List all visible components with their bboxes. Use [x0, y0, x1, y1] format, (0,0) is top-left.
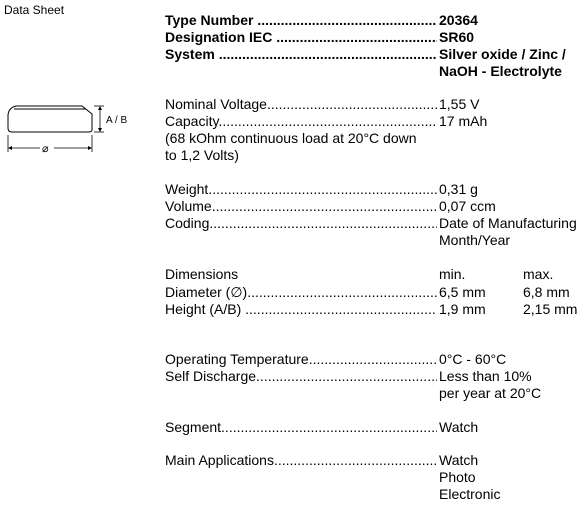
coding-value-line2: Month/Year: [439, 232, 511, 248]
application-item: Photo: [439, 469, 476, 485]
designation-row: [165, 29, 585, 46]
diameter-max: 6,8 mm: [523, 284, 570, 300]
volume-value: 0,07 ccm: [439, 198, 496, 214]
application-item: Watch: [439, 452, 479, 468]
volume-row: [165, 198, 585, 215]
diameter-symbol: ⌀: [42, 143, 49, 155]
diameter-label: Diameter (∅) .....: [165, 284, 437, 301]
system-label: System .....: [165, 46, 437, 63]
coding-label: Coding .....: [165, 215, 437, 232]
segment-label: Segment .....: [165, 419, 437, 436]
designation-value: SR60: [439, 29, 475, 45]
applications-label: Main Applications .....: [165, 452, 437, 469]
type-number-label: Type Number .....: [165, 12, 437, 29]
self-discharge-value-line2: per year at 20°C: [439, 385, 542, 401]
dimensions-min-header: min.: [439, 266, 466, 282]
designation-label: Designation IEC .....: [165, 29, 437, 46]
system-row: [165, 46, 585, 63]
system-value-line2: NaOH - Electrolyte: [439, 63, 562, 79]
type-number-row: [165, 12, 585, 29]
weight-row: [165, 181, 585, 198]
weight-value: 0,31 g: [439, 181, 478, 197]
type-number-value: 20364: [439, 12, 478, 28]
dimensions-max-header: max.: [523, 266, 554, 282]
diameter-row: [165, 284, 585, 301]
segment-value: Watch: [439, 419, 479, 435]
height-min: 1,9 mm: [439, 301, 486, 317]
height-max: 2,15 mm: [523, 301, 578, 317]
volume-label: Volume .....: [165, 198, 437, 215]
capacity-row: [165, 113, 585, 130]
temperature-value: 0°C - 60°C: [439, 351, 507, 367]
temperature-row: [165, 351, 585, 368]
self-discharge-label: Self Discharge .....: [165, 368, 437, 385]
capacity-note-line1: (68 kOhm continuous load at 20°C down: [165, 130, 417, 146]
voltage-label: Nominal Voltage .....: [165, 96, 437, 113]
capacity-note-line2: to 1,2 Volts): [165, 147, 239, 163]
dimensions-heading: Dimensions: [165, 266, 239, 282]
height-label-text: Height (A/B) .....: [165, 301, 437, 318]
segment-row: [165, 419, 585, 436]
system-value: Silver oxide / Zinc /: [439, 46, 566, 62]
capacity-label: Capacity .....: [165, 113, 437, 130]
coding-value: Date of Manufacturing: [439, 215, 577, 231]
diameter-min: 6,5 mm: [439, 284, 486, 300]
weight-label: Weight .....: [165, 181, 437, 198]
self-discharge-row: [165, 368, 585, 385]
height-label: A / B: [106, 115, 128, 126]
self-discharge-value: Less than 10%: [439, 368, 532, 384]
application-item: Electronic: [439, 486, 501, 502]
applications-row: [165, 452, 585, 469]
coding-row: [165, 215, 585, 232]
voltage-row: [165, 96, 585, 113]
capacity-value: 17 mAh: [439, 113, 488, 129]
battery-drawing: [0, 100, 140, 160]
voltage-value: 1,55 V: [439, 96, 480, 112]
height-row: [165, 301, 585, 318]
page-title: Data Sheet: [4, 3, 65, 17]
temperature-label: Operating Temperature .....: [165, 351, 437, 368]
